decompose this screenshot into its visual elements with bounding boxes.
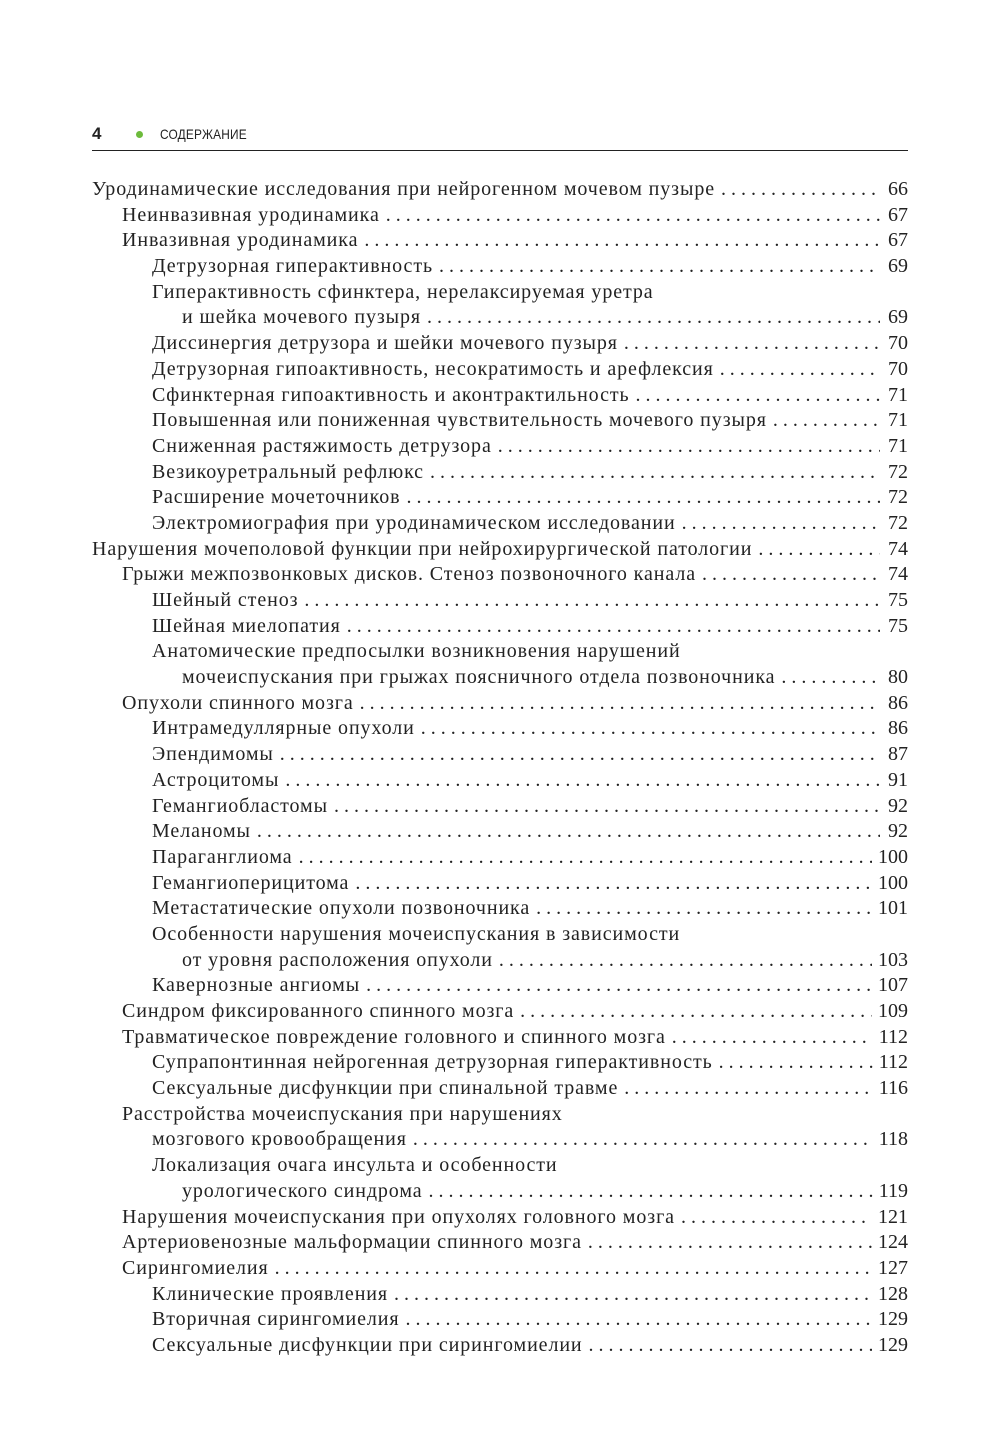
toc-entry-title: Метастатические опухоли позвоночника xyxy=(152,897,531,920)
dot-leader xyxy=(719,1050,873,1076)
toc-entry[interactable] xyxy=(92,1282,908,1308)
dot-leader xyxy=(781,665,880,691)
toc-entry-title: Расширение мочеточников xyxy=(152,486,401,509)
toc-entry[interactable] xyxy=(92,973,908,999)
toc-entry-page: 75 xyxy=(888,589,908,611)
dot-leader xyxy=(366,973,872,999)
dot-leader xyxy=(280,742,880,768)
toc-entry[interactable] xyxy=(92,1050,908,1076)
toc-entry[interactable] xyxy=(92,871,908,897)
dot-leader xyxy=(394,1282,872,1308)
dot-leader xyxy=(285,768,880,794)
dot-leader xyxy=(347,614,880,640)
toc-entry-title: Синдром фиксированного спинного мозга xyxy=(122,1000,515,1022)
toc-entry[interactable] xyxy=(92,896,908,922)
toc-entry-title: Особенности нарушения мочеиспускания в зависимости xyxy=(152,922,681,945)
dot-leader xyxy=(499,948,872,974)
toc-entry-page: 92 xyxy=(888,820,908,843)
toc-entry-title: Локализация очага инсульта и особенности xyxy=(152,1154,558,1177)
toc-entry-page: 70 xyxy=(888,357,908,380)
toc-entry[interactable] xyxy=(92,691,908,717)
toc-entry-page: 67 xyxy=(888,229,908,252)
dot-leader xyxy=(430,460,880,486)
toc-entry[interactable] xyxy=(92,1307,908,1333)
toc-entry-title: и шейка мочевого пузыря xyxy=(182,306,422,329)
toc-entry-title: Гемангиобластомы xyxy=(152,794,328,817)
toc-entry[interactable] xyxy=(92,948,908,974)
toc-entry-page: 71 xyxy=(888,409,908,432)
toc-entry[interactable] xyxy=(92,1179,908,1205)
toc-entry-page: 109 xyxy=(878,1000,908,1022)
toc-entry-title: Сексуальные дисфункции при спинальной травме xyxy=(152,1077,619,1100)
toc-entry[interactable] xyxy=(92,999,908,1025)
toc-entry[interactable] xyxy=(92,537,908,563)
toc-entry-title: Интрамедуллярные опухоли xyxy=(152,717,415,740)
toc-entry-title: Везикоуретральный рефлюкс xyxy=(152,460,424,483)
toc-entry-title: Нарушения мочеполовой функции при нейрохирургической патологии xyxy=(92,537,753,560)
toc-entry[interactable] xyxy=(92,254,908,280)
toc-entry-page: 72 xyxy=(888,460,908,483)
toc-entry-title: урологического синдрома xyxy=(182,1179,423,1202)
toc-entry-title: Шейная миелопатия xyxy=(152,614,341,637)
dot-leader xyxy=(588,1230,872,1256)
toc-entry[interactable] xyxy=(92,1102,908,1128)
toc-entry-title: Астроцитомы xyxy=(152,768,280,791)
toc-entry[interactable] xyxy=(92,1333,908,1359)
toc-entry[interactable] xyxy=(92,357,908,383)
toc-entry-page: 69 xyxy=(888,255,908,278)
dot-leader xyxy=(386,203,880,229)
toc-entry[interactable] xyxy=(92,280,908,306)
toc-entry-page: 72 xyxy=(888,486,908,509)
toc-entry[interactable] xyxy=(92,408,908,434)
page-number: 4 xyxy=(92,124,102,143)
dot-leader xyxy=(681,1205,872,1231)
dot-leader xyxy=(702,562,880,588)
toc-entry-title: Расстройства мочеиспускания при нарушениях xyxy=(122,1102,563,1125)
dot-leader xyxy=(758,537,880,563)
toc-entry[interactable] xyxy=(92,768,908,794)
toc-entry-title: от уровня расположения опухоли xyxy=(182,948,493,971)
toc-entry[interactable] xyxy=(92,485,908,511)
dot-leader xyxy=(406,1307,873,1333)
toc-entry[interactable] xyxy=(92,639,908,665)
toc-entry[interactable] xyxy=(92,1230,908,1256)
toc-entry[interactable] xyxy=(92,922,908,948)
toc-entry-title: Артериовенозные мальформации спинного мозга xyxy=(122,1231,582,1254)
dot-leader xyxy=(439,254,880,280)
dot-leader xyxy=(498,434,880,460)
dot-leader xyxy=(360,691,880,717)
toc-entry-page: 71 xyxy=(888,434,908,457)
dot-leader xyxy=(720,357,880,383)
toc-entry[interactable] xyxy=(92,305,908,331)
dot-leader xyxy=(624,331,880,357)
toc-entry-title: Меланомы xyxy=(152,820,251,843)
toc-entry[interactable] xyxy=(92,228,908,254)
dot-leader xyxy=(406,485,880,511)
dot-leader xyxy=(299,845,872,871)
toc-entry-page: 107 xyxy=(878,974,908,997)
bullet-icon xyxy=(136,131,143,138)
toc-entry-title: Клинические проявления xyxy=(152,1282,389,1305)
toc-entry-title: Неинвазивная уродинамика xyxy=(122,203,380,226)
dot-leader xyxy=(636,383,880,409)
toc-entry-title: Шейный стеноз xyxy=(152,589,299,611)
running-header xyxy=(92,124,908,151)
section-title: СОДЕРЖАНИЕ xyxy=(160,126,247,142)
toc-entry-page: 103 xyxy=(878,948,908,971)
toc-entry[interactable] xyxy=(92,716,908,742)
toc-entry[interactable] xyxy=(92,511,908,537)
toc-entry-page: 100 xyxy=(878,845,908,868)
toc-entry-title: Нарушения мочеиспускания при опухолях головного мозга xyxy=(122,1205,675,1228)
toc-entry-page: 116 xyxy=(878,1077,908,1100)
dot-leader xyxy=(355,871,872,897)
dot-leader xyxy=(334,794,880,820)
toc-entry[interactable] xyxy=(92,1076,908,1102)
dot-leader xyxy=(672,1025,873,1051)
dot-leader xyxy=(536,896,872,922)
toc-entry-page: 72 xyxy=(888,511,908,534)
toc-entry-page: 74 xyxy=(888,537,908,560)
toc-entry[interactable] xyxy=(92,460,908,486)
dot-leader xyxy=(364,228,880,254)
toc-entry-title: Вторичная сирингомиелия xyxy=(152,1308,400,1331)
toc-entry[interactable] xyxy=(92,1127,908,1153)
toc-entry-page: 119 xyxy=(878,1179,908,1202)
dot-leader xyxy=(275,1256,872,1282)
toc-entry-page: 118 xyxy=(878,1128,908,1151)
toc-entry-title: Параганглиома xyxy=(152,845,293,868)
toc-entry-page: 67 xyxy=(888,203,908,226)
toc-entry-title: Гиперактивность сфинктера, нерелаксируемая уретра xyxy=(152,280,654,303)
toc-entry-title: Сирингомиелия xyxy=(122,1256,269,1279)
toc-entry[interactable] xyxy=(92,819,908,845)
toc-entry-title: Кавернозные ангиомы xyxy=(152,974,361,997)
toc-entry[interactable] xyxy=(92,588,908,614)
toc-entry-title: Грыжи межпозвонковых дисков. Стеноз позвоночного канала xyxy=(122,563,696,586)
toc-entry-title: Сфинктерная гипоактивность и аконтрактильность xyxy=(152,383,630,406)
toc-entry-page: 75 xyxy=(888,614,908,637)
toc-entry[interactable] xyxy=(92,331,908,357)
dot-leader xyxy=(520,999,872,1025)
toc-entry[interactable] xyxy=(92,794,908,820)
toc-entry[interactable] xyxy=(92,614,908,640)
toc-entry-page: 74 xyxy=(888,563,908,586)
dot-leader xyxy=(429,1179,873,1205)
toc-entry[interactable] xyxy=(92,665,908,691)
toc-entry-title: Травматическое повреждение головного и спинного мозга xyxy=(122,1025,666,1048)
toc-entry-title: Сниженная растяжимость детрузора xyxy=(152,434,492,457)
dot-leader xyxy=(304,588,880,614)
toc-entry[interactable] xyxy=(92,1205,908,1231)
toc-entry-title: Диссинергия детрузора и шейки мочевого пузыря xyxy=(152,332,618,355)
toc-entry[interactable] xyxy=(92,1256,908,1282)
toc-entry-title: Сексуальные дисфункции при сирингомиелии xyxy=(152,1333,583,1356)
toc-entry-page: 124 xyxy=(878,1231,908,1254)
toc-entry-page: 112 xyxy=(878,1051,908,1074)
toc-entry[interactable] xyxy=(92,1025,908,1051)
dot-leader xyxy=(589,1333,872,1359)
toc-entry[interactable] xyxy=(92,434,908,460)
toc-entry-title: Уродинамические исследования при нейрогенном мочевом пузыре xyxy=(92,178,716,200)
toc-entry-page: 91 xyxy=(888,768,908,791)
toc-entry-title: Эпендимомы xyxy=(152,743,274,766)
dot-leader xyxy=(421,716,880,742)
toc-entry-page: 70 xyxy=(888,332,908,355)
toc-entry-title: Электромиография при уродинамическом исследовании xyxy=(152,511,676,534)
toc-entry-page: 86 xyxy=(888,691,908,714)
toc-entry[interactable] xyxy=(92,845,908,871)
toc-entry-title: Опухоли спинного мозга xyxy=(122,691,354,714)
dot-leader xyxy=(257,819,880,845)
toc-entry-page: 71 xyxy=(888,383,908,406)
toc-entry-page: 128 xyxy=(878,1282,908,1305)
toc-entry-page: 112 xyxy=(878,1025,908,1048)
toc-entry-page: 92 xyxy=(888,794,908,817)
toc-entry-page: 66 xyxy=(888,178,908,200)
toc-entry-page: 80 xyxy=(888,666,908,689)
toc-entry[interactable] xyxy=(92,742,908,768)
toc-entry-title: мозгового кровообращения xyxy=(152,1128,407,1151)
toc-entry-page: 69 xyxy=(888,306,908,329)
dot-leader xyxy=(413,1127,873,1153)
toc-entry-page: 86 xyxy=(888,717,908,740)
table-of-contents xyxy=(92,177,908,1359)
dot-leader xyxy=(624,1076,872,1102)
toc-entry-page: 101 xyxy=(878,897,908,920)
toc-entry-page: 129 xyxy=(878,1308,908,1331)
toc-entry[interactable] xyxy=(92,1153,908,1179)
toc-entry-page: 87 xyxy=(888,743,908,766)
toc-entry-title: Гемангиоперицитома xyxy=(152,871,350,894)
toc-entry-title: Инвазивная уродинамика xyxy=(122,229,359,252)
toc-entry[interactable] xyxy=(92,177,908,203)
toc-entry[interactable] xyxy=(92,562,908,588)
toc-entry-title: мочеиспускания при грыжах поясничного отдела позвоночника xyxy=(182,666,776,689)
toc-entry-page: 100 xyxy=(878,871,908,894)
toc-entry-page: 127 xyxy=(878,1256,908,1279)
dot-leader xyxy=(682,511,880,537)
dot-leader xyxy=(773,408,880,434)
dot-leader xyxy=(427,305,880,331)
toc-entry-page: 121 xyxy=(878,1205,908,1228)
toc-entry[interactable] xyxy=(92,383,908,409)
toc-entry[interactable] xyxy=(92,203,908,229)
dot-leader xyxy=(721,177,880,203)
toc-entry-title: Детрузорная гиперактивность xyxy=(152,255,433,278)
toc-entry-title: Детрузорная гипоактивность, несократимость и арефлексия xyxy=(152,357,714,380)
toc-entry-page: 129 xyxy=(878,1333,908,1356)
toc-entry-title: Супрапонтинная нейрогенная детрузорная гиперактивность xyxy=(152,1051,713,1074)
toc-entry-title: Повышенная или пониженная чувствительность мочевого пузыря xyxy=(152,409,767,432)
toc-entry-title: Анатомические предпосылки возникновения нарушений xyxy=(152,640,681,663)
